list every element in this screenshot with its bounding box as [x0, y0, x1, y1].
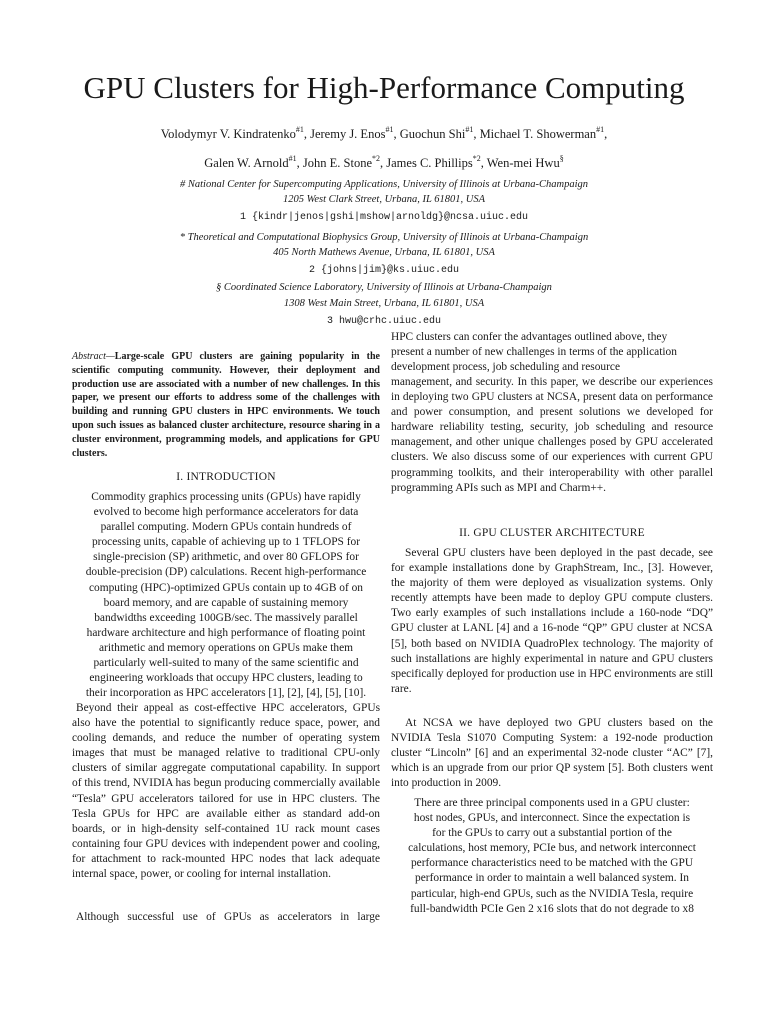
text-line: hardware architecture and high performance of floating point — [86, 626, 366, 639]
text-line: present a number of new challenges in terms of the application — [391, 346, 677, 359]
arch-paragraph-2 — [391, 716, 713, 791]
paragraph-text: management, and security. In this paper, we describe our experiences in deploying two GPU clusters at NCSA, present data on performance and power consumption, and present solutions we developed for hardware reliability testing, security, job scheduling and resource management, and other unique challenges posed by GPU accelerated clusters. We also discuss some of our experiences with current GPU programming toolkits, and their interoperability with other parallel programming APIs such as MPI and Charm++. — [391, 376, 713, 494]
arch-paragraph-1 — [391, 546, 713, 697]
affiliation-1-name: # National Center for Supercomputing Applications, University of Illinois at Urbana-Champaign — [179, 179, 589, 190]
text-line: development process, job scheduling and resource — [391, 361, 621, 374]
abstract-lead: Abstract— — [72, 351, 115, 362]
text-line: HPC clusters can confer the advantages outlined above, they — [391, 331, 668, 343]
arch-paragraph-3 — [391, 796, 713, 917]
affiliation-2-address: 405 North Mathews Avenue, Urbana, IL 61801, USA — [273, 247, 495, 258]
author-line-2: Galen W. Arnold$^{\#1}$, John E. Stone$^{*2}$, James C. Phillips$^{*2}$, Wen-mei Hwu§ — [204, 154, 564, 170]
affiliation-1-email: 1 {kindr|jenos|gshi|mshow|arnoldg}@ncsa.uiuc.edu — [239, 212, 529, 223]
text-line: single-precision (SP) arithmetic, and over 80 GFLOPS for — [93, 551, 359, 564]
section-heading-introduction: I. INTRODUCTION — [176, 471, 276, 483]
text-line: host nodes, GPUs, and interconnect. Since the expectation is — [413, 812, 691, 825]
abstract-body: Large-scale GPU clusters are gaining popularity in the scientific computing community. However, their deployment and production use are associated with a number of new challenges. In this paper, we present our efforts to address some of the challenges with building and running GPU clusters in HPC environments. We touch upon such issues as balanced cluster architecture, resource sharing in a cluster environment, programming models, and applications for GPU clusters. — [72, 351, 380, 459]
paper-title: GPU Clusters for High-Performance Computing — [83, 70, 685, 105]
affiliation-3-email: 3 hwu@crhc.uiuc.edu — [326, 316, 442, 327]
text-line: arithmetic and memory operations on GPUs make them — [98, 641, 353, 654]
intro-paragraph-2 — [72, 701, 380, 882]
text-line: evolved to become high performance accelerators for data — [93, 506, 359, 519]
affiliation-2-email: 2 {johns|jim}@ks.uiuc.edu — [308, 265, 460, 276]
paragraph-text: Beyond their appeal as cost-effective HPC accelerators, GPUs also have the potential to significantly reduce space, power, and cooling demands, and reduce the number of operating system images that must be managed relative to traditional CPU-only clusters of similar aggregate computational capability. In support of this trend, NVIDIA has begun producing commercially available “Tesla” GPU accelerators tailored for use in HPC clusters. The Tesla GPUs for HPC are available either as standard add-on boards, or in high-density self-contained 1U rack mount cases containing four GPU devices with independent power and cooling, for attachment to rack-mounted HPC nodes that lack adequate internal space, power, or cooling for internal installation. — [72, 702, 380, 881]
author-line-1: Volodymyr V. Kindratenko$^{\#1}$, Jeremy J. Enos$^{\#1}$, Guochun Shi$^{\#1}$, Michael T. Showerman$^{\#1}$, — [160, 125, 608, 141]
text-line: board memory, and are capable of sustaining memory — [103, 596, 349, 609]
right-paragraph — [391, 375, 713, 496]
paragraph-text: Several GPU clusters have been deployed in the past decade, see for example installations done by GraphStream, Inc., [3]. However, the majority of them were deployed as visualization systems. Only recently attempts have been made to deploy GPU compute clusters. Two early examples of such installations include a 160-node “DQ” GPU cluster at LANL [4] and a 16-node “QP” GPU cluster at NCSA [5], both based on NVIDIA QuadroPlex technology. The majority of such installations are highly experimental in nature and GPU clusters specifically deployed for production use in HPC environments are still rare. — [391, 547, 713, 695]
abstract — [72, 350, 380, 460]
intro-paragraph-3 — [72, 910, 380, 925]
text-line: double-precision (DP) calculations. Recent high-performance — [85, 566, 367, 579]
text-line: particularly well-suited to many of the same scientific and — [93, 657, 359, 670]
text-line: calculations, host memory, PCIe bus, and network interconnect — [408, 842, 696, 855]
affiliation-1-address: 1205 West Clark Street, Urbana, IL 61801, USA — [282, 194, 486, 205]
text-line: for the GPUs to carry out a substantial portion of the — [432, 827, 672, 840]
paragraph-text: At NCSA we have deployed two GPU clusters based on the NVIDIA Tesla S1070 Computing System: a 192-node production cluster “Lincoln” [6] and an experimental 32-node cluster “AC” [7], which is an upgrade from our prior QP system [5]. Both clusters went into production in 2009. — [391, 717, 713, 790]
text-line: engineering workloads that occupy HPC clusters, leading to — [89, 672, 363, 685]
affiliation-3-address: 1308 West Main Street, Urbana, IL 61801, USA — [283, 298, 485, 309]
section-heading-gpu-cluster-architecture: II. GPU CLUSTER ARCHITECTURE — [459, 527, 645, 539]
text-line: their incorporation as HPC accelerators [1], [2], [4], [5], [10]. — [85, 687, 367, 700]
text-line: processing units, capable of achieving up to 1 TFLOPS for — [91, 536, 361, 549]
text-line: There are three principal components used in a GPU cluster: — [414, 797, 690, 809]
affiliation-3-name: § Coordinated Science Laboratory, University of Illinois at Urbana-Champaign — [216, 282, 552, 293]
right-continuation-lines — [391, 330, 713, 375]
intro-paragraph-1 — [72, 490, 380, 701]
affiliation-2-name: * Theoretical and Computational Biophysics Group, University of Illinois at Urbana-Champaign — [179, 232, 589, 243]
text-line: parallel computing. Modern GPUs contain hundreds of — [100, 521, 352, 534]
text-line: bandwidths exceeding 100GB/sec. The massively parallel — [94, 611, 358, 624]
text-line: full-bandwidth PCIe Gen 2 x16 slots that do not degrade to x8 — [410, 902, 694, 915]
text-line: performance characteristics need to be matched with the GPU — [410, 857, 694, 870]
text-line: computing (HPC)-optimized GPUs contain up to 4GB of on — [89, 581, 363, 594]
text-line: Although successful use of GPUs as accelerators in large — [76, 911, 380, 923]
text-line: Commodity graphics processing units (GPUs) have rapidly — [91, 491, 361, 503]
text-line: performance in order to maintain a well balanced system. In — [415, 872, 689, 885]
text-line: particular, high-end GPUs, such as the NVIDIA Tesla, require — [410, 887, 694, 900]
